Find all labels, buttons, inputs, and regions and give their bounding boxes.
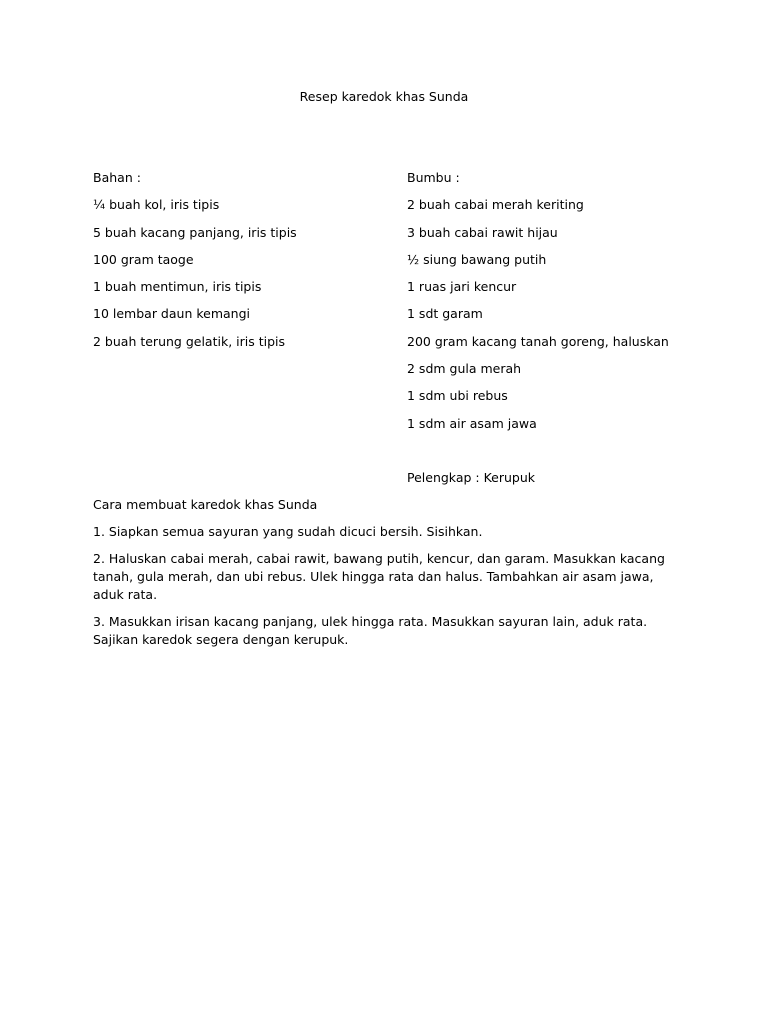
bahan-item: ¼ buah kol, iris tipis bbox=[93, 197, 220, 213]
bahan-item: 100 gram taoge bbox=[93, 251, 194, 267]
document-title: Resep karedok khas Sunda bbox=[299, 89, 469, 104]
method-step: 2. Haluskan cabai merah, cabai rawit, bawang putih, kencur, dan garam. Masukkan kacang tanah, gula merah, dan ubi rebus. Ulek hingga rata dan halus. Tambahkan air asam jawa, aduk rata. bbox=[93, 551, 665, 602]
bumbu-heading: Bumbu : bbox=[407, 170, 460, 185]
method-section bbox=[93, 496, 683, 658]
method-step: 1. Siapkan semua sayuran yang sudah dicuci bersih. Sisihkan. bbox=[93, 524, 483, 539]
bahan-item: 10 lembar daun kemangi bbox=[93, 306, 250, 322]
bumbu-item: 1 sdm ubi rebus bbox=[407, 388, 508, 404]
method-title: Cara membuat karedok khas Sunda bbox=[93, 497, 318, 512]
bumbu-list bbox=[407, 169, 737, 442]
bahan-item: 5 buah kacang panjang, iris tipis bbox=[93, 224, 297, 240]
pelengkap-line: Pelengkap : Kerupuk bbox=[407, 470, 535, 485]
bumbu-item: ½ siung bawang putih bbox=[407, 251, 547, 267]
bumbu-item: 2 buah cabai merah keriting bbox=[407, 197, 584, 213]
bumbu-item: 2 sdm gula merah bbox=[407, 361, 522, 377]
bumbu-item: 3 buah cabai rawit hijau bbox=[407, 224, 558, 240]
method-step: 3. Masukkan irisan kacang panjang, ulek hingga rata. Masukkan sayuran lain, aduk rata. Sajikan karedok segera dengan kerupuk. bbox=[93, 614, 648, 647]
bahan-list bbox=[93, 169, 393, 360]
bahan-heading: Bahan : bbox=[93, 170, 141, 185]
bahan-item: 2 buah terung gelatik, iris tipis bbox=[93, 333, 286, 349]
bumbu-item: 1 sdm air asam jawa bbox=[407, 415, 537, 431]
bumbu-item: 1 ruas jari kencur bbox=[407, 279, 517, 295]
bumbu-item: 1 sdt garam bbox=[407, 306, 483, 322]
bahan-item: 1 buah mentimun, iris tipis bbox=[93, 279, 262, 295]
method-steps bbox=[93, 523, 683, 649]
bumbu-item: 200 gram kacang tanah goreng, haluskan bbox=[407, 333, 669, 349]
